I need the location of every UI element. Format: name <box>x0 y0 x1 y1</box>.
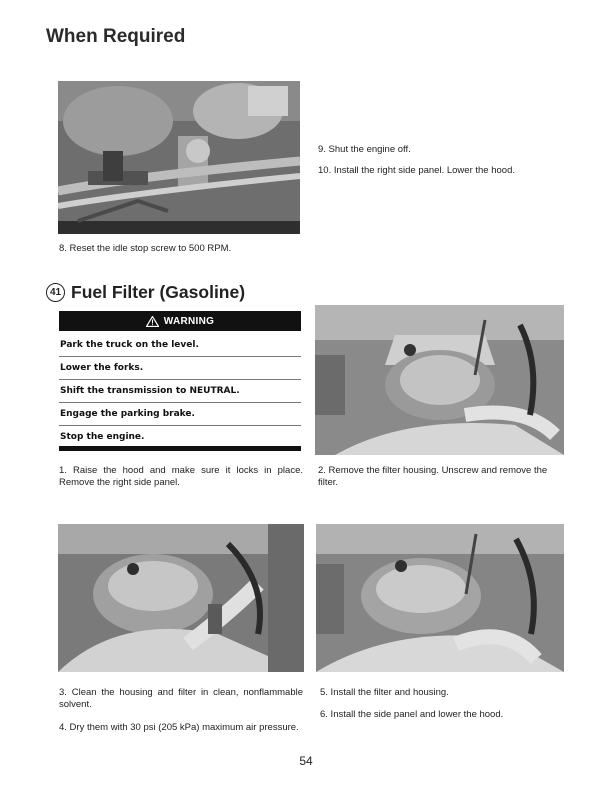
warning-label: WARNING <box>163 315 215 327</box>
divider <box>59 356 301 357</box>
divider <box>59 402 301 403</box>
photo-clean-housing <box>58 524 304 672</box>
fuel-filter-heading <box>46 282 245 303</box>
section-title: When Required <box>46 26 186 47</box>
section-number-badge: 41 <box>46 283 65 302</box>
step-9-text: 9. Shut the engine off. <box>318 144 411 155</box>
photo-idle-stop-screw <box>58 81 300 234</box>
warning-item: Stop the engine. <box>60 432 145 442</box>
step-2-text: 2. Remove the filter housing. Unscrew and remove the filter. <box>318 465 548 488</box>
divider <box>59 379 301 380</box>
step-6-text: 6. Install the side panel and lower the hood. <box>320 709 504 720</box>
photo-install-filter <box>316 524 564 672</box>
step-1-text: 1. Raise the hood and make sure it locks in place. Remove the right side panel. <box>59 465 303 488</box>
step-8-text: 8. Reset the idle stop screw to 500 RPM. <box>59 243 232 254</box>
step-4-text: 4. Dry them with 30 psi (205 kPa) maximum air pressure. <box>59 722 299 733</box>
warning-item: Engage the parking brake. <box>60 409 195 419</box>
warning-header <box>59 311 301 331</box>
warning-item: Park the truck on the level. <box>60 340 199 350</box>
photo-filter-housing <box>315 305 564 455</box>
fuel-filter-title: Fuel Filter (Gasoline) <box>71 282 246 302</box>
step-5-text: 5. Install the filter and housing. <box>320 687 449 698</box>
divider <box>59 425 301 426</box>
warning-footer-bar <box>59 446 301 451</box>
page-number: 54 <box>299 754 313 768</box>
warning-item: Shift the transmission to NEUTRAL. <box>60 386 240 396</box>
warning-triangle-icon <box>146 316 159 327</box>
warning-item: Lower the forks. <box>60 363 144 373</box>
step-10-text: 10. Install the right side panel. Lower the hood. <box>318 165 515 176</box>
step-3-text: 3. Clean the housing and filter in clean, nonflammable solvent. <box>59 687 303 710</box>
